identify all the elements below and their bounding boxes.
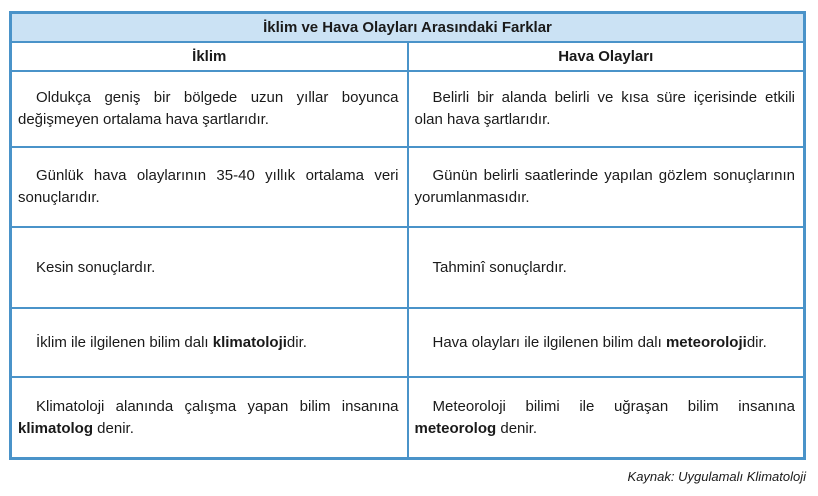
cell-text: denir. [496, 419, 538, 437]
table-header-row [12, 42, 803, 71]
iklim-cell [12, 308, 408, 377]
cell-text: Kesin sonuçlardır. [36, 258, 156, 276]
hava-olaylari-cell [408, 71, 804, 147]
table-row [12, 377, 803, 457]
hava-olaylari-cell [408, 377, 804, 457]
comparison-table [12, 14, 803, 457]
bold-term: klimatolog [18, 419, 94, 437]
cell-text: Günlük hava olaylarının 35-40 yıllık ortalama veri sonuçlarıdır. [18, 167, 399, 206]
cell-text: dir. [286, 333, 307, 351]
cell-text: İklim ile ilgilenen bilim dalı [36, 333, 213, 351]
cell-text: Günün belirli saatlerinde yapılan gözlem sonuçlarının yorumlanmasıdır. [414, 167, 795, 206]
cell-text: Klimatoloji alanında çalışma yapan bilim insanına [36, 397, 399, 415]
cell-text: Belirli bir alanda belirli ve kısa süre içerisinde etkili olan hava şartlarıdır. [414, 89, 795, 128]
bold-term: klimatoloji [212, 333, 287, 351]
iklim-cell [12, 377, 408, 457]
cell-text: dir. [746, 333, 767, 351]
table-row [12, 147, 803, 227]
cell-text: denir. [93, 419, 134, 437]
iklim-cell [12, 71, 408, 147]
table-row [12, 71, 803, 147]
table-title-row [12, 14, 803, 42]
bold-term: meteorolog [414, 419, 497, 437]
cell-text: Tahminî sonuçlardır. [432, 258, 567, 276]
cell-text: Meteoroloji bilimi ile uğraşan bilim insanına [432, 397, 795, 415]
comparison-table-frame [9, 11, 806, 460]
hava-olaylari-cell [408, 147, 804, 227]
cell-text: Oldukça geniş bir bölgede uzun yıllar boyunca değişmeyen ortalama hava şartlarıdır. [18, 89, 399, 128]
hava-olaylari-cell [408, 227, 804, 308]
source-note: Kaynak: Uygulamalı Klimatoloji [627, 469, 806, 484]
cell-text: Hava olayları ile ilgilenen bilim dalı [432, 333, 666, 351]
table-row [12, 308, 803, 377]
bold-term: meteoroloji [665, 333, 747, 351]
hava-olaylari-cell [408, 308, 804, 377]
table-title: İklim ve Hava Olayları Arasındaki Farklar [12, 14, 803, 42]
column-header-iklim: İklim [12, 42, 408, 71]
iklim-cell [12, 227, 408, 308]
table-row [12, 227, 803, 308]
iklim-cell [12, 147, 408, 227]
column-header-hava-olaylari: Hava Olayları [408, 42, 804, 71]
